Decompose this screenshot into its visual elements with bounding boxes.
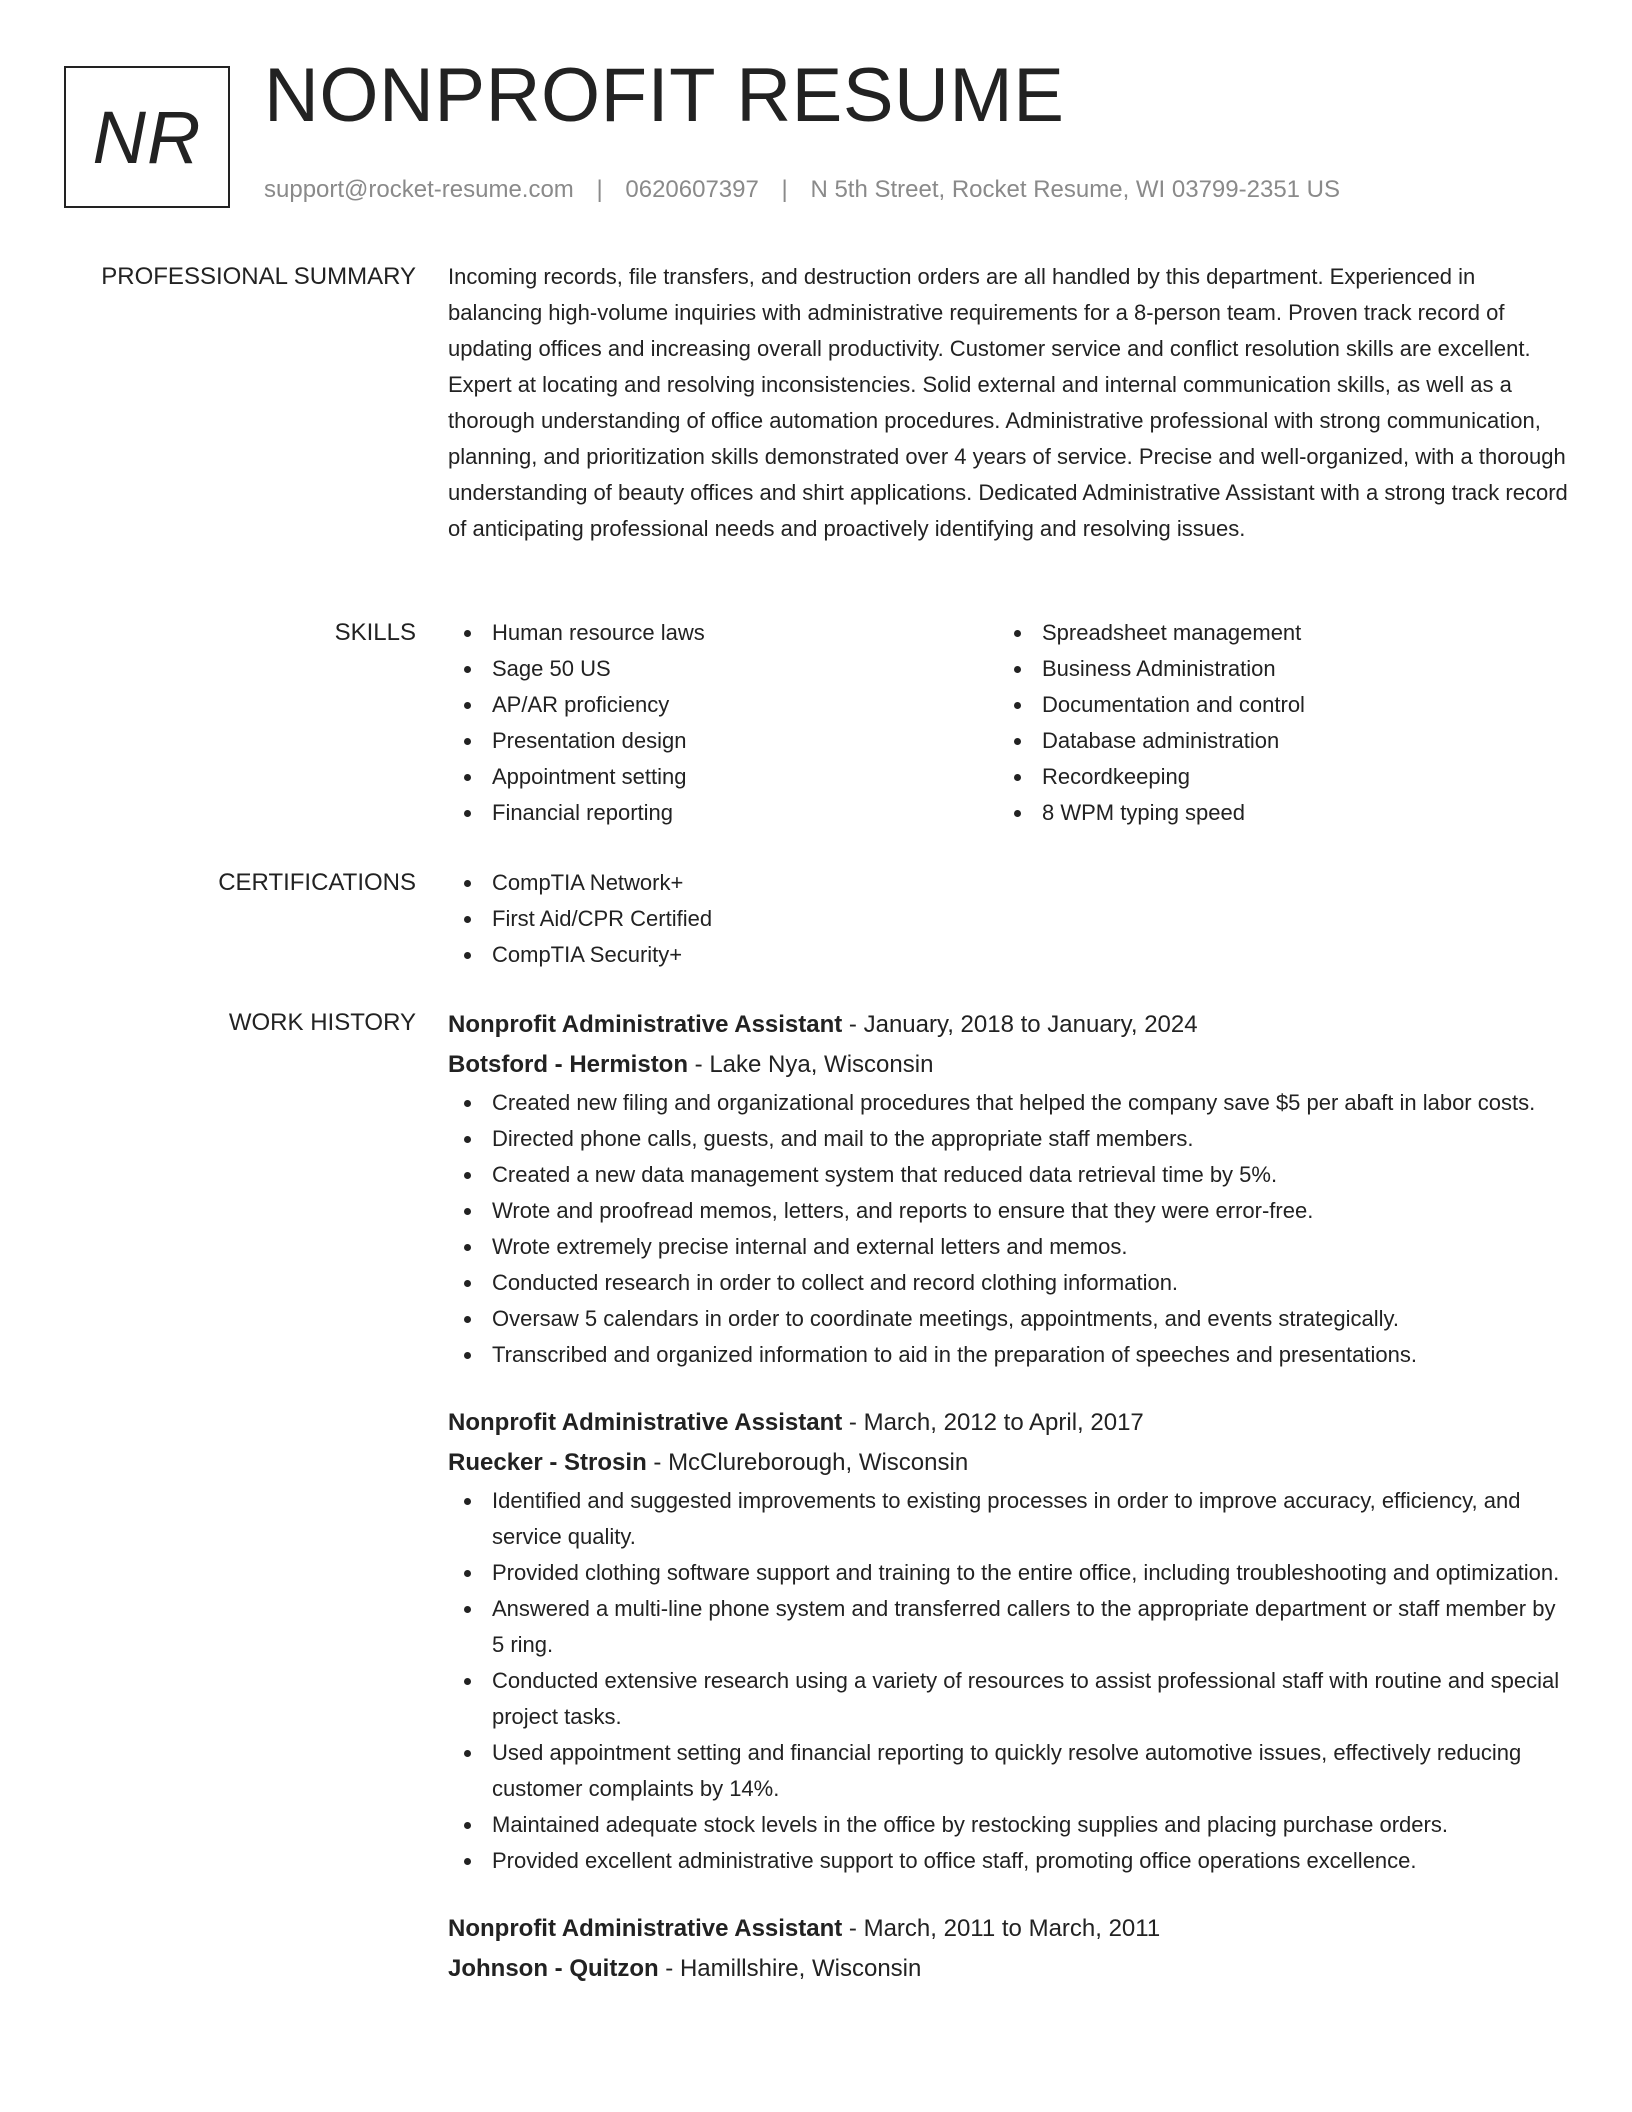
job-bullet: Transcribed and organized information to aid in the preparation of speeches and presentations. — [448, 1337, 1568, 1373]
job-dates: - January, 2018 to January, 2024 — [842, 1011, 1198, 1038]
skills-column-right — [998, 615, 1548, 831]
certifications-list — [448, 865, 1568, 973]
job-bullet: Answered a multi-line phone system and transferred callers to the appropriate department or staff member by 5 ring. — [448, 1591, 1568, 1663]
job-bullet: Conducted research in order to collect and record clothing information. — [448, 1265, 1568, 1301]
job-role: Nonprofit Administrative Assistant — [448, 1915, 843, 1942]
job-bullet: Created a new data management system that reduced data retrieval time by 5%. — [448, 1157, 1568, 1193]
skills-column-left — [448, 615, 998, 831]
skill-item: Documentation and control — [998, 687, 1548, 723]
certifications-body — [448, 865, 1568, 973]
job-bullet: Used appointment setting and financial reporting to quickly resolve automotive issues, effectively reducing customer complaints by 14%. — [448, 1735, 1568, 1807]
skill-item: Financial reporting — [448, 795, 998, 831]
job-role: Nonprofit Administrative Assistant — [448, 1011, 843, 1038]
job-location: - McClureborough, Wisconsin — [646, 1449, 969, 1476]
job-location: - Lake Nya, Wisconsin — [688, 1051, 934, 1078]
job-location: - Hamillshire, Wisconsin — [658, 1955, 922, 1982]
job-bullet: Directed phone calls, guests, and mail to the appropriate staff members. — [448, 1121, 1568, 1157]
skill-item: Human resource laws — [448, 615, 998, 651]
contact-address: N 5th Street, Rocket Resume, WI 03799-2351 US — [810, 176, 1341, 203]
certification-item: CompTIA Security+ — [448, 937, 1568, 973]
job-entry — [448, 1403, 1568, 1879]
skill-item: Recordkeeping — [998, 759, 1548, 795]
summary-title: PROFESSIONAL SUMMARY — [101, 263, 416, 290]
job-bullet: Provided excellent administrative support to office staff, promoting office operations excellence. — [448, 1843, 1568, 1879]
job-bullet: Provided clothing software support and training to the entire office, including troubleshooting and optimization. — [448, 1555, 1568, 1591]
contact-separator: | — [596, 176, 603, 203]
job-bullet: Conducted extensive research using a variety of resources to assist professional staff with routine and special project tasks. — [448, 1663, 1568, 1735]
job-bullet: Oversaw 5 calendars in order to coordinate meetings, appointments, and events strategically. — [448, 1301, 1568, 1337]
skill-item: 8 WPM typing speed — [998, 795, 1548, 831]
summary-body — [448, 259, 1568, 547]
skill-item: Sage 50 US — [448, 651, 998, 687]
job-company: Botsford - Hermiston — [448, 1051, 688, 1078]
contact-separator: | — [781, 176, 788, 203]
job-bullet: Created new filing and organizational procedures that helped the company save $5 per abaft in labor costs. — [448, 1085, 1568, 1121]
skill-item: Business Administration — [998, 651, 1548, 687]
contact-email: support@rocket-resume.com — [264, 176, 574, 203]
job-company: Ruecker - Strosin — [448, 1449, 647, 1476]
job-bullet: Maintained adequate stock levels in the office by restocking supplies and placing purchase orders. — [448, 1807, 1568, 1843]
certification-item: CompTIA Network+ — [448, 865, 1568, 901]
job-company-line — [448, 1443, 1568, 1483]
job-entry — [448, 1005, 1568, 1373]
contact-phone: 0620607397 — [625, 176, 759, 203]
skills-body — [448, 615, 1568, 831]
job-dates: - March, 2012 to April, 2017 — [842, 1409, 1144, 1436]
job-title-line — [448, 1005, 1568, 1045]
skills-title: SKILLS — [334, 619, 416, 646]
monogram-logo: NR — [64, 66, 230, 208]
resume-name: NONPROFIT RESUME — [264, 53, 1065, 138]
skill-item: Appointment setting — [448, 759, 998, 795]
certifications-title: CERTIFICATIONS — [218, 869, 416, 896]
job-bullet: Wrote and proofread memos, letters, and reports to ensure that they were error-free. — [448, 1193, 1568, 1229]
job-company-line — [448, 1949, 1568, 1989]
skill-item: Presentation design — [448, 723, 998, 759]
certification-item: First Aid/CPR Certified — [448, 901, 1568, 937]
skill-item: AP/AR proficiency — [448, 687, 998, 723]
work-history-title: WORK HISTORY — [228, 1009, 416, 1036]
job-title-line — [448, 1909, 1568, 1949]
work-history-body — [448, 1005, 1568, 1989]
job-entry — [448, 1909, 1568, 1989]
skill-item: Spreadsheet management — [998, 615, 1548, 651]
job-company: Johnson - Quitzon — [448, 1955, 659, 1982]
job-title-line — [448, 1403, 1568, 1443]
job-bullet: Wrote extremely precise internal and external letters and memos. — [448, 1229, 1568, 1265]
job-role: Nonprofit Administrative Assistant — [448, 1409, 843, 1436]
job-bullets — [448, 1483, 1568, 1879]
job-company-line — [448, 1045, 1568, 1085]
summary-text: Incoming records, file transfers, and destruction orders are all handled by this department. Experienced in balancing high-volume inquiries with administrative requirements for a 8-person team. Proven track record of updating offices and increasing overall productivity. Customer service and conflict resolution skills are excellent. Expert at locating and resolving inconsistencies. Solid external and internal communication skills, as well as a thorough understanding of office automation procedures. Administrative professional with strong communication, planning, and prioritization skills demonstrated over 4 years of service. Precise and well-organized, with a thorough understanding of beauty offices and shirt applications. Dedicated Administrative Assistant with a strong track record of anticipating professional needs and proactively identifying and resolving issues. — [448, 264, 1568, 541]
skill-item: Database administration — [998, 723, 1548, 759]
contact-line — [264, 176, 1340, 205]
skills-list-right — [998, 615, 1548, 831]
skills-list-left — [448, 615, 998, 831]
job-dates: - March, 2011 to March, 2011 — [842, 1915, 1161, 1942]
job-bullets — [448, 1085, 1568, 1373]
job-bullet: Identified and suggested improvements to existing processes in order to improve accuracy, efficiency, and service quality. — [448, 1483, 1568, 1555]
